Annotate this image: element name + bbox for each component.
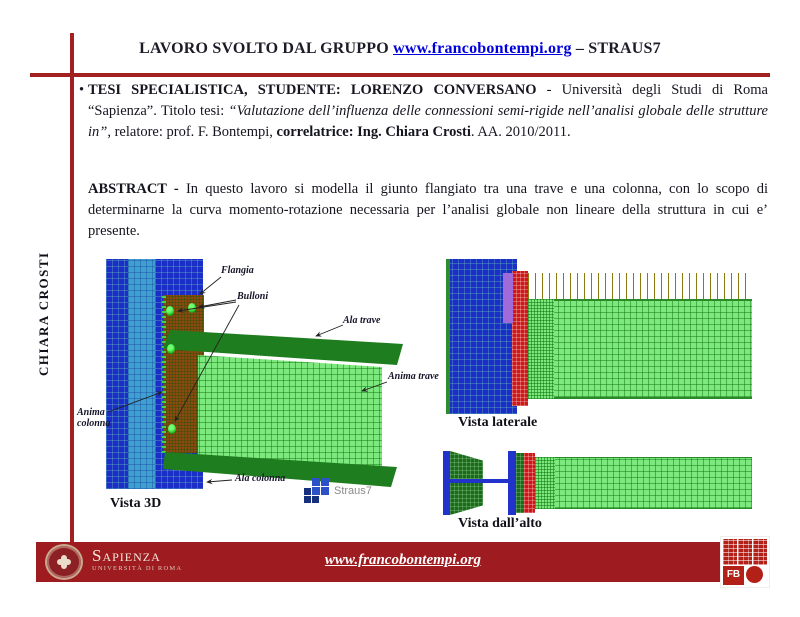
straus7-square [304, 488, 311, 495]
label-anima-trave: Anima trave [388, 371, 439, 382]
sidebar-author-vertical-text: CHIARA CROSTI [36, 251, 51, 376]
label-ala-trave: Ala trave [343, 315, 381, 326]
straus7-square [312, 478, 320, 486]
abstract-paragraph [88, 179, 768, 242]
straus7-square [304, 496, 311, 503]
straus7-square [312, 496, 319, 503]
thesis-paragraph [79, 80, 768, 143]
end-plate-green-strip [516, 453, 524, 513]
thesis-mid1: - Università degli Studi di Roma “Sapienza”. Titolo tesi: [88, 82, 768, 119]
straus7-square [321, 478, 329, 486]
bolt-2 [188, 303, 196, 313]
slide-title [0, 40, 800, 58]
bolt-1 [166, 306, 174, 316]
thesis-mid2: , relatore: prof. F. Bontempi, [107, 124, 277, 140]
label-anima-colonna-line2: colonna [77, 418, 111, 429]
label-anima-colonna [77, 407, 110, 429]
seal-character-block [738, 539, 752, 565]
bullet-marker: • [79, 82, 85, 98]
abstract-label: ABSTRACT - [88, 181, 186, 197]
seal-characters [723, 539, 767, 565]
caption-vista-3d: Vista 3D [110, 496, 162, 511]
title-suffix: – STRAUS7 [571, 40, 661, 57]
column-flange-edge-right [508, 451, 516, 515]
column-web-mesh [128, 259, 155, 489]
straus7-logo-icon [303, 477, 329, 503]
straus7-square [312, 487, 320, 495]
beam-side-mesh [528, 299, 752, 399]
footer-link-wrap [36, 551, 770, 569]
column-edge-strip [446, 259, 450, 414]
fbo-seal-icon [721, 537, 769, 587]
horizontal-rule [30, 73, 770, 77]
sapienza-subtitle: UNIVERSITÀ DI ROMA [92, 565, 183, 572]
thesis-lead: TESI SPECIALISTICA, STUDENTE: LORENZO CONVERSANO [88, 82, 537, 98]
seal-character-block [723, 539, 737, 565]
beam-top-fine-mesh [535, 457, 555, 509]
column-flange-top-view [450, 451, 483, 515]
title-link[interactable]: www.francobontempi.org [393, 40, 572, 57]
footer-link[interactable]: www.francobontempi.org [324, 552, 482, 568]
beam-group [163, 329, 403, 489]
column-flange-edge-left [443, 451, 450, 515]
purple-contact-strip [503, 273, 513, 323]
column-web-top-view [450, 479, 511, 483]
beam-side-fine-mesh [528, 299, 554, 399]
flange-plate-top-view [524, 453, 535, 513]
figure-vista-laterale [440, 255, 760, 435]
straus7-square [321, 487, 329, 495]
flange-plate-side [512, 271, 528, 406]
label-bulloni: Bulloni [237, 291, 269, 302]
bolt-4 [168, 424, 176, 434]
straus7-label: Straus7 [334, 485, 372, 497]
footer-bar [36, 542, 770, 582]
abstract-body: In questo lavoro si modella il giunto flangiato tra una trave e una colonna, con lo scopo di determinarne la curva momento-rotazione necessaria per l’analisi globale non lineare della struttura in cui e’ presente. [88, 181, 769, 239]
seal-bottom-row [723, 566, 767, 585]
sapienza-name: Sapienza [92, 546, 161, 565]
thesis-tail: . AA. 2010/2011. [470, 124, 571, 140]
caption-vista-laterale: Vista laterale [458, 415, 538, 430]
column-flange-left-mesh [106, 259, 128, 489]
figure-vista-3d [75, 255, 447, 521]
label-anima-colonna-line1: Anima [77, 407, 105, 418]
seal-fb-letters: FB [723, 566, 744, 585]
load-vectors [528, 273, 752, 299]
bolt-3 [167, 344, 175, 354]
label-ala-colonna: Ala colonna [235, 473, 286, 484]
seal-red-disc [745, 566, 767, 585]
beam-top-mesh [535, 457, 752, 509]
figure-vista-dallalto [440, 448, 760, 536]
vertical-rule [70, 33, 74, 542]
thesis-title-italic: “Valutazione dell’influenza delle connessioni semi-rigide nell’analisi globale delle strutture in” [88, 103, 768, 140]
title-prefix: LAVORO SVOLTO DAL GRUPPO [139, 40, 394, 57]
label-flangia: Flangia [221, 265, 254, 276]
seal-character-block [753, 539, 767, 565]
thesis-correlator: correlatrice: Ing. Chiara Crosti [276, 124, 471, 140]
caption-vista-dallalto: Vista dall’alto [458, 516, 542, 531]
